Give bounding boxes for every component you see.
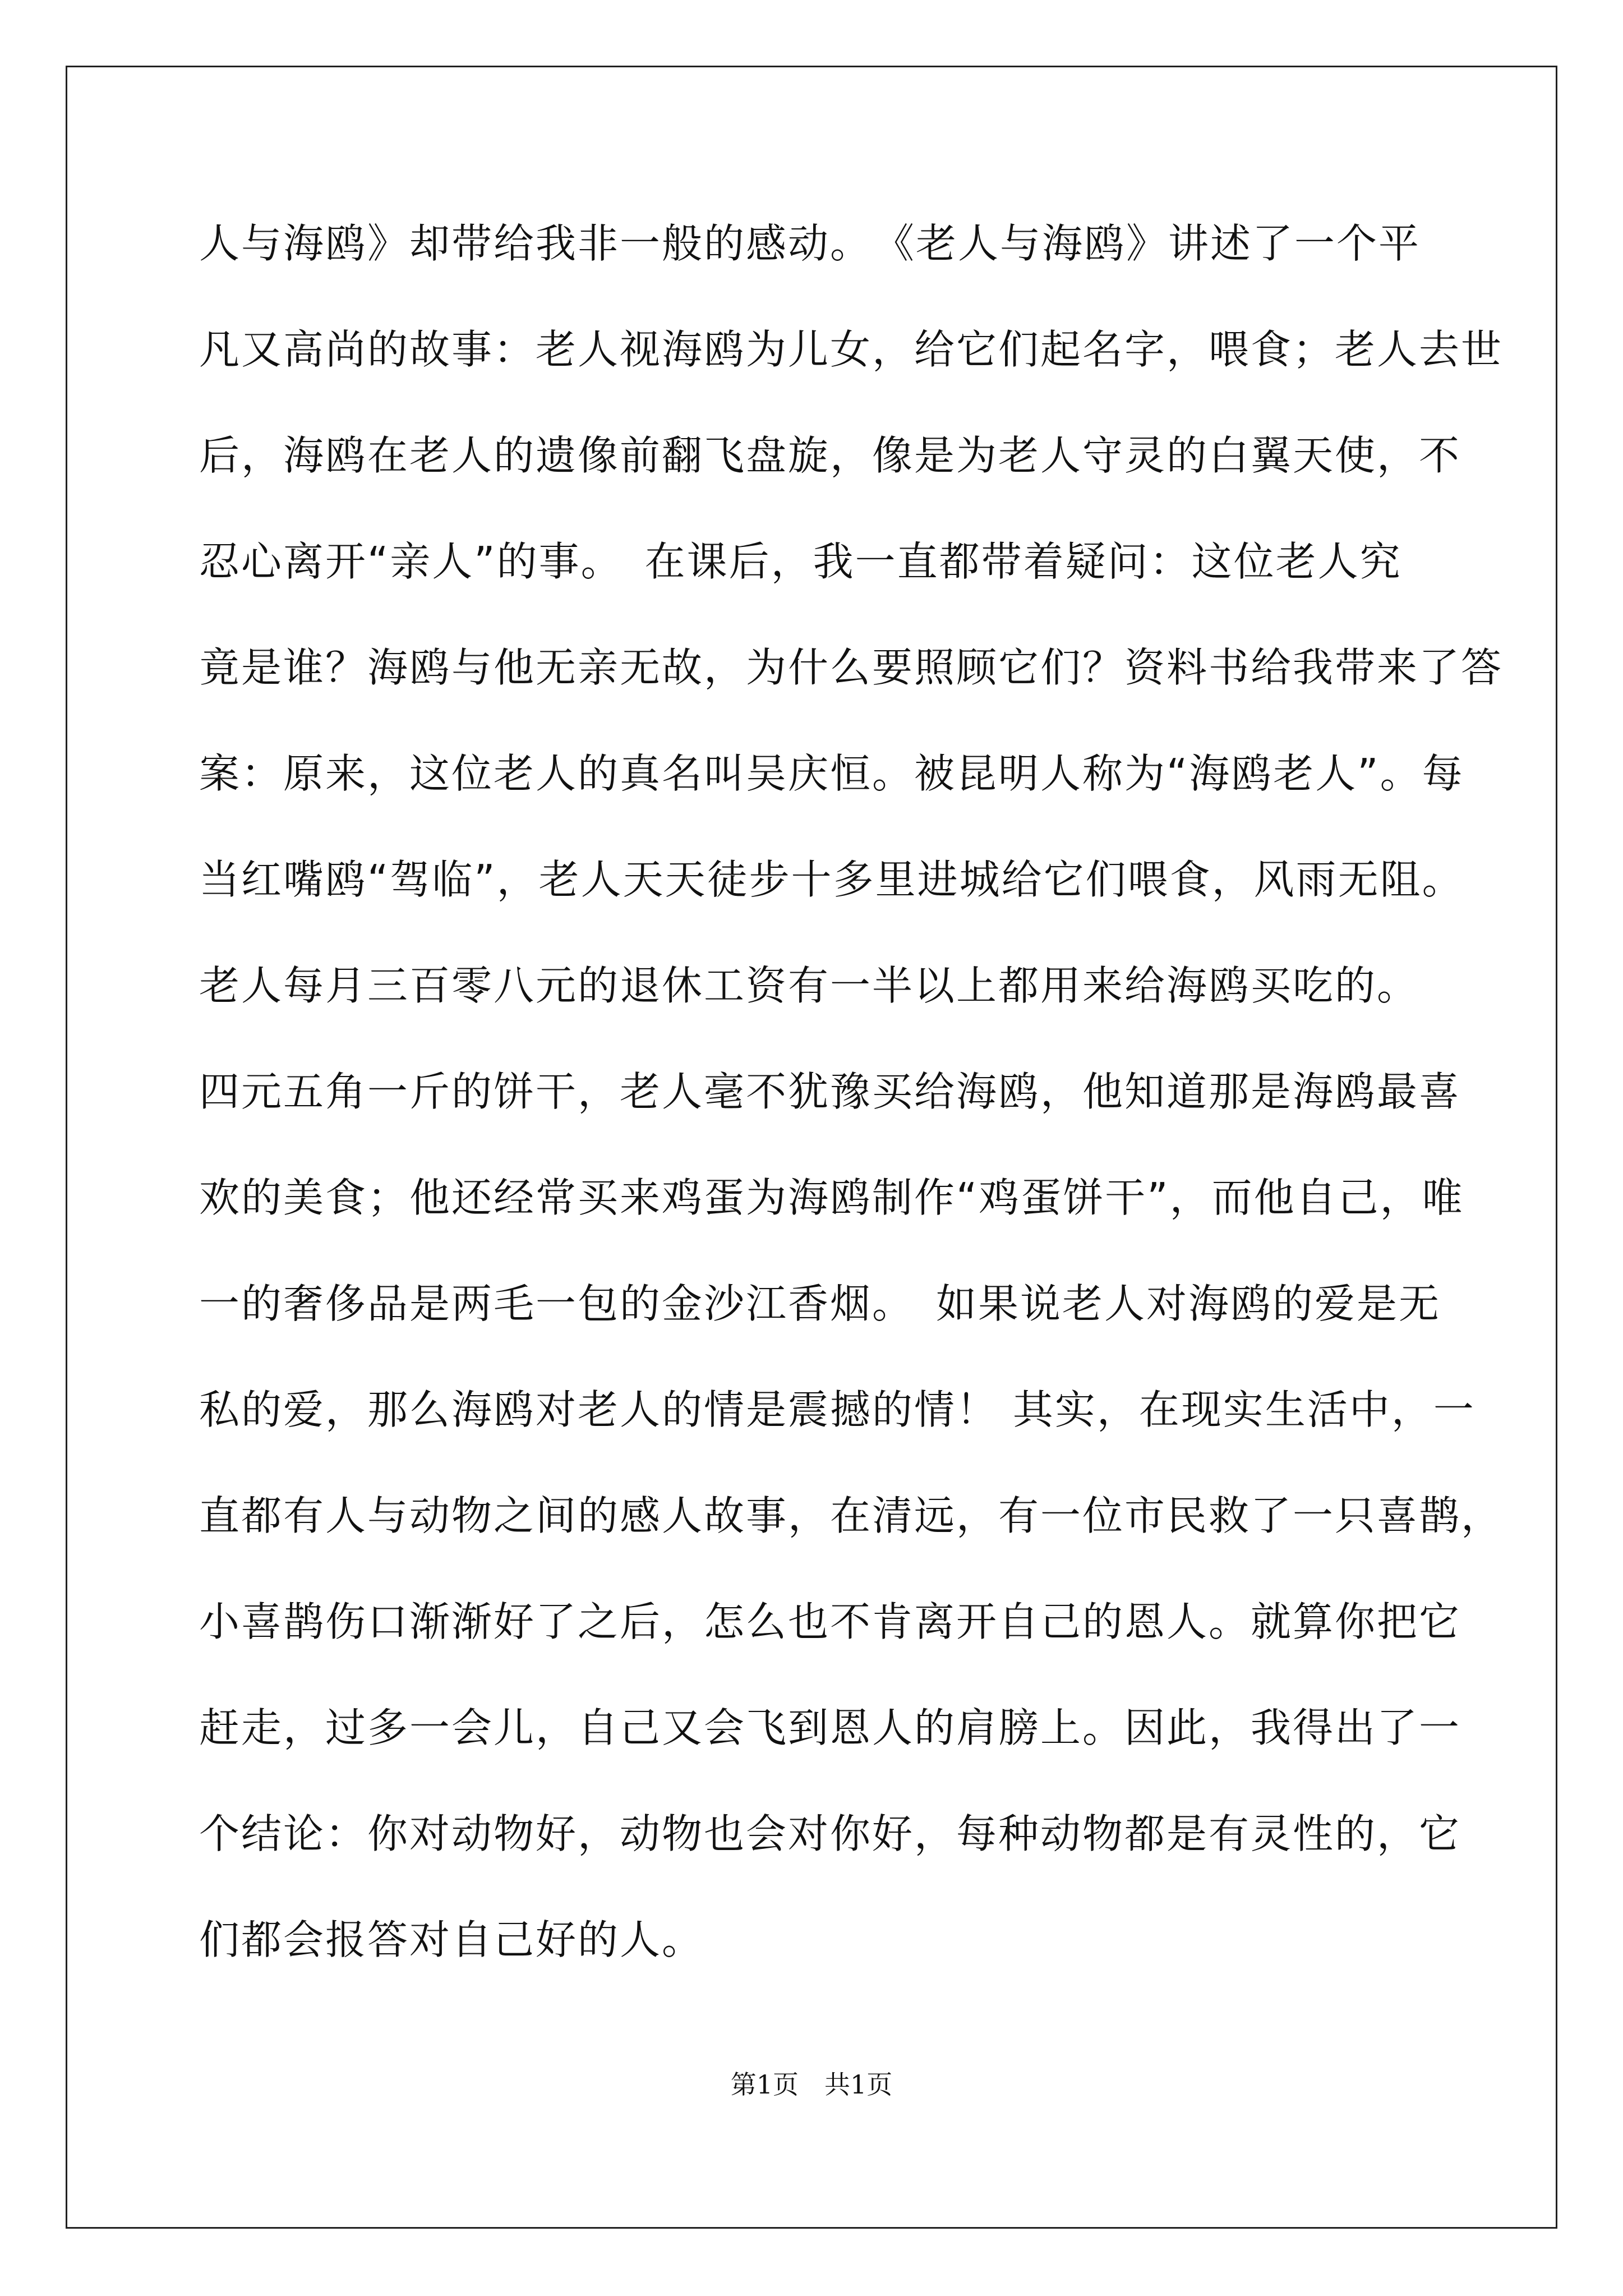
text-line: 一的奢侈品是两毛一包的金沙江香烟。 如果说老人对海鸥的爱是无 xyxy=(199,1280,1441,1327)
document-body xyxy=(199,217,1504,2019)
text-line: 们都会报答对自己好的人。 xyxy=(199,1916,704,1963)
text-line: 四元五角一斤的饼干，老人毫不犹豫买给海鸥，他知道那是海鸥最喜 xyxy=(199,1068,1461,1115)
text-line: 凡又高尚的故事：老人视海鸥为儿女，给它们起名字，喂食；老人去世 xyxy=(199,326,1504,373)
text-line: 欢的美食；他还经常买来鸡蛋为海鸥制作“鸡蛋饼干”，而他自己，唯 xyxy=(199,1174,1464,1221)
text-line: 忍心离开“亲人”的事。 在课后，我一直都带着疑问：这位老人究 xyxy=(199,538,1402,585)
text-line: 案：原来，这位老人的真名叫吴庆恒。被昆明人称为“海鸥老人”。每 xyxy=(199,750,1464,797)
text-line: 小喜鹊伤口渐渐好了之后，怎么也不肯离开自己的恩人。就算你把它 xyxy=(199,1598,1461,1645)
text-line: 直都有人与动物之间的感人故事，在清远，有一位市民救了一只喜鹊， xyxy=(199,1492,1504,1539)
text-line: 个结论：你对动物好，动物也会对你好，每种动物都是有灵性的，它 xyxy=(199,1810,1461,1857)
text-line: 后，海鸥在老人的遗像前翻飞盘旋，像是为老人守灵的白翼天使，不 xyxy=(199,432,1461,479)
text-line: 当红嘴鸥“驾临”，老人天天徒步十多里进城给它们喂食，风雨无阻。 xyxy=(199,856,1464,903)
text-line: 私的爱，那么海鸥对老人的情是震撼的情！ 其实，在现实生活中，一 xyxy=(199,1386,1476,1433)
text-line: 赶走，过多一会儿，自己又会飞到恩人的肩膀上。因此，我得出了一 xyxy=(199,1704,1461,1751)
text-line: 人与海鸥》却带给我非一般的感动。 《老人与海鸥》讲述了一个平 xyxy=(199,220,1421,267)
text-line: 竟是谁？海鸥与他无亲无故，为什么要照顾它们？资料书给我带来了答 xyxy=(199,644,1504,691)
text-line: 老人每月三百零八元的退休工资有一半以上都用来给海鸥买吃的。 xyxy=(199,962,1419,1009)
page-number-footer: 第1页 共1页 xyxy=(730,2069,893,2100)
